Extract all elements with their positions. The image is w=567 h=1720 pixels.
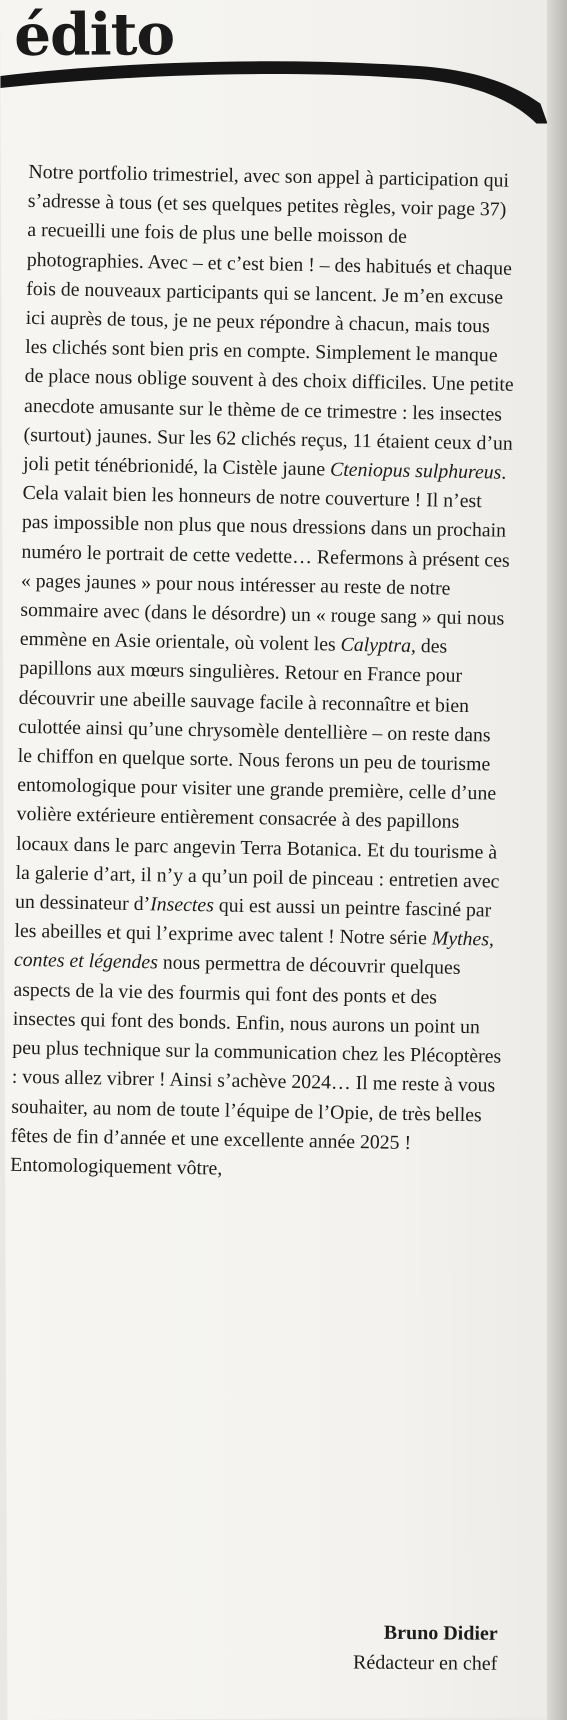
- editorial-paragraph: [10, 158, 518, 1160]
- page-edge-shadow: [547, 0, 567, 1720]
- signature-block: [353, 1617, 498, 1678]
- text-run: nous permettra de découvrir quelques aspects de la vie des fourmis qui font des ponts et des insectes qui font des bonds. Enfin, nous aurons un point un peu plus technique sur la communication chez les Plécoptères : vous allez vibrer ! Ainsi s’achève 2024… Il me reste à vous souhaiter, au nom de toute l’équipe de l’Opie, de très belles fêtes de fin d’année et une excellente année 2025 !: [10, 951, 502, 1154]
- text-run: , des papillons aux mœurs singulières. Retour en France pour découvrir une abeille sauvage facile à reconnaître et bien culottée ainsi qu’une chrysomèle dentellière – on reste dans le chiffon en quelque sorte. Nous ferons un peu de tourisme entomologique pour visiter une grande première, celle d’une volière extérieure entièrement consacrée à des papillons locaux dans le parc angevin Terra Botanica. Et du tourisme à la galerie d’art, il n’y a qu’un poil de pinceau : entretien avec un dessinateur d’: [14, 635, 500, 916]
- page-title: édito: [14, 0, 175, 69]
- genus-name: Calyptra: [340, 633, 412, 658]
- author-role: Rédacteur en chef: [352, 1651, 498, 1675]
- text-run: Notre portfolio trimestriel, avec son appel à participation qui s’adresse à tous (et ses quelques petites règles, voir page 37) a recueilli une fois de plus une belle moisson de photographies. Avec – et c’est bien ! – des habitués et chaque fois de nouveaux participants qui se lancent. Je m’en excuse ici auprès de tous, je ne peux répondre à chacun, mais tous les clichés sont bien pris en compte. Simplement le manque de place nous oblige souvent à des choix difficiles. Une petite anecdote amusante sur le thème de ce trimestre : les insectes (surtout) jaunes. Sur les 62 clichés reçus, 11 étaient ceux d’un joli petit ténébrionidé, la Cistèle jaune: [22, 160, 514, 481]
- text-run: qui est aussi un peintre fasciné par les abeilles et qui l’exprime avec talent ! Notre série: [14, 894, 492, 950]
- editorial-body: [10, 158, 519, 1189]
- title-swoosh-rule: [0, 54, 567, 126]
- series-title: Mythes, contes et légendes: [13, 927, 495, 974]
- publication-title: Insectes: [149, 893, 215, 917]
- author-name: Bruno Didier: [383, 1621, 498, 1645]
- closing-line: Entomologiquement vôtre,: [10, 1153, 223, 1180]
- species-name: Cteniopus sulphureus: [329, 458, 502, 484]
- text-run: . Cela valait bien les honneurs de notre couverture ! Il n’est pas impossible non plus que nous dressions dans un prochain numéro le portrait de cette vedette… Refermons à présent ces « pages jaunes » pour nous intéresser au reste de notre sommaire avec (dans le désordre) un « rouge sang » qui nous emmène en Asie orientale, où volent les: [19, 461, 510, 656]
